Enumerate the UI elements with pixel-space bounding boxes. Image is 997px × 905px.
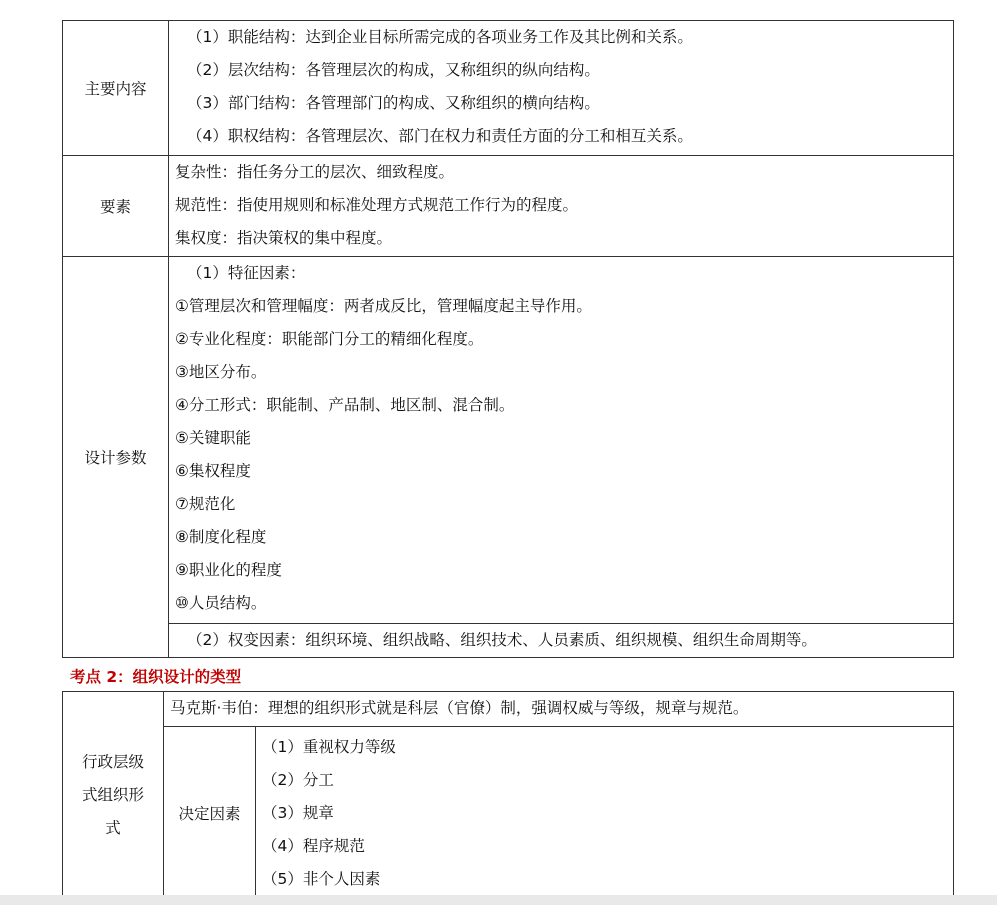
feature-item: ⑩人员结构。 xyxy=(175,594,267,612)
page-gap xyxy=(0,895,997,905)
element-line: 规范性：指使用规则和标准处理方式规范工作行为的程度。 xyxy=(175,196,579,214)
elements-cell xyxy=(169,156,954,257)
table-row xyxy=(63,727,954,899)
element-line: 集权度：指决策权的集中程度。 xyxy=(175,229,393,247)
main-content-line: （3）部门结构：各管理部门的构成、又称组织的横向结构。 xyxy=(187,94,600,112)
weber-cell xyxy=(164,692,954,727)
factor-item: （5）非个人因素 xyxy=(262,870,381,888)
feature-factors-title: （1）特征因素： xyxy=(187,264,306,282)
table-row xyxy=(63,257,954,624)
main-content-line: （1）职能结构：达到企业目标所需完成的各项业务工作及其比例和关系。 xyxy=(187,28,693,46)
factor-item: （1）重视权力等级 xyxy=(262,738,396,756)
table-row xyxy=(63,624,954,658)
row-label-elements: 要素 xyxy=(63,156,169,257)
table-row xyxy=(63,692,954,727)
main-content-line: （2）层次结构：各管理层次的构成，又称组织的纵向结构。 xyxy=(187,61,600,79)
element-line: 复杂性：指任务分工的层次、细致程度。 xyxy=(175,163,455,181)
org-design-types-table xyxy=(62,691,954,899)
factors-cell xyxy=(256,727,954,899)
feature-item: ①管理层次和管理幅度：两者成反比，管理幅度起主导作用。 xyxy=(175,297,592,315)
table-row xyxy=(63,156,954,257)
row-label-design-params: 设计参数 xyxy=(63,257,169,658)
main-content-cell xyxy=(169,21,954,156)
contingency-factors-cell xyxy=(169,624,954,658)
table-row xyxy=(63,21,954,156)
main-content-line: （4）职权结构：各管理层次、部门在权力和责任方面的分工和相互关系。 xyxy=(187,127,693,145)
contingency-factors-line: （2）权变因素：组织环境、组织战略、组织技术、人员素质、组织规模、组织生命周期等。 xyxy=(187,631,817,649)
row-label-line: 式组织形 xyxy=(81,785,144,804)
feature-item: ④分工形式：职能制、产品制、地区制、混合制。 xyxy=(175,396,515,414)
feature-item: ⑥集权程度 xyxy=(175,462,251,480)
feature-item: ⑦规范化 xyxy=(175,495,236,513)
factor-item: （4）程序规范 xyxy=(262,837,365,855)
feature-item: ②专业化程度：职能部门分工的精细化程度。 xyxy=(175,330,484,348)
row-label-line: 行政层级 xyxy=(81,752,144,771)
factors-label: 决定因素 xyxy=(164,727,256,899)
section-heading: 考点 2：组织设计的类型 xyxy=(70,668,242,686)
feature-factors-cell xyxy=(169,257,954,624)
feature-item: ⑤关键职能 xyxy=(175,429,251,447)
row-label-main-content: 主要内容 xyxy=(63,21,169,156)
row-label-admin-hierarchy xyxy=(63,692,164,899)
factor-item: （3）规章 xyxy=(262,804,334,822)
feature-item: ③地区分布。 xyxy=(175,363,267,381)
row-label-line: 式 xyxy=(105,818,121,837)
feature-item: ⑧制度化程度 xyxy=(175,528,267,546)
org-structure-table xyxy=(62,20,954,658)
feature-item: ⑨职业化的程度 xyxy=(175,561,282,579)
weber-line: 马克斯·韦伯：理想的组织形式就是科层（官僚）制，强调权威与等级，规章与规范。 xyxy=(170,699,749,717)
factor-item: （2）分工 xyxy=(262,771,334,789)
